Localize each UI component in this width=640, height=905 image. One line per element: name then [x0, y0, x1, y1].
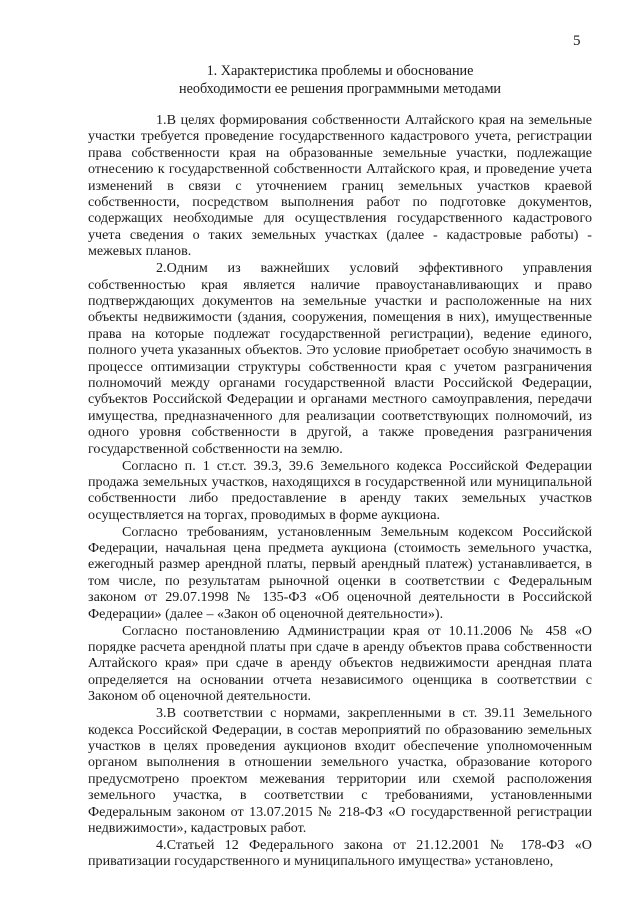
paragraph-number: 4. [156, 836, 167, 853]
paragraph-6 [88, 705, 592, 836]
paragraph-number: 2. [156, 260, 167, 277]
paragraph-text: Согласно постановлению Администрации края от 10.11.2006 № 458 «О порядке расчета арендной платы при сдаче в аренду объектов права собственности Алтайского края» при сдаче в аренду объектов недвижимости арендная плата определяется на основании отчета независимого оценщика в соответствии с Законом об оценочной деятельности. [88, 622, 592, 705]
paragraph-1 [88, 112, 592, 260]
paragraph-7 [88, 837, 592, 870]
paragraph-2 [88, 260, 592, 457]
paragraph-text: В соответствии с нормами, закрепленными в ст. 39.11 Земельного кодекса Российской Федерации, в состав мероприятий по образованию земельных участков в целях проведения аукционов входит обеспечение уполномоченным органом выполнения в отношении земельного участка, образование которого предусмотрено проектом межевания территории или схемой расположения земельного участка, в соответствии с требованиями, установленными Федеральным законом от 13.07.2015 № 218-ФЗ «О государственной регистрации недвижимости», кадастровых работ. [88, 705, 592, 836]
paragraph-text: Согласно требованиям, установленным Земельным кодексом Российской Федерации, начальная цена предмета аукциона (стоимость земельного участка, ежегодный размер арендной платы, первый арендный платеж) устанавливается, в том числе, по результатам рыночной оценки в соответствии с Федеральным законом от 29.07.1998 № 135-ФЗ «Об оценочной деятельности в Российской Федерации» (далее – «Закон об оценочной деятельности»). [88, 523, 592, 622]
paragraph-text: В целях формирования собственности Алтайского края на земельные участки требуется проведение государственного кадастрового учета, регистрации права собственности края на образованные земельные участки, подлежащие отнесению к государственной собственности Алтайского края, и проведение учета изменений в связи с уточнением границ земельных участков краевой собственности, посредством выполнения работ по подготовке документов, содержащих необходимые для осуществления государственного кадастрового учета сведения о таких земельных участках (далее - кадастровые работы) - межевых планов. [88, 112, 592, 260]
paragraph-5 [88, 623, 592, 705]
paragraph-number: 1. [156, 112, 167, 128]
paragraph-text: Согласно п. 1 ст.ст. 39.3, 39.6 Земельного кодекса Российской Федерации продажа земельных участков, находящихся в государственной или муниципальной собственности либо предоставление в аренду таких земельных участков осуществляется на торгах, проводимых в форме аукциона. [88, 457, 592, 523]
section-heading [88, 62, 592, 98]
paragraph-text: Статьей 12 Федерального закона от 21.12.2001 № 178-ФЗ «О приватизации государственного и муниципального имущества» установлено, [88, 836, 592, 870]
document-body [88, 112, 592, 870]
paragraph-3 [88, 458, 592, 524]
paragraph-number: 3. [156, 705, 167, 722]
paragraph-4 [88, 524, 592, 622]
page-number: 5 [573, 33, 581, 49]
heading-line-2: необходимости ее решения программными методами [178, 81, 502, 97]
paragraph-text: Одним из важнейших условий эффективного управления собственностью края является наличие правоустанавливающих и право подтверждающих документов на земельные участки и расположенные на них объекты недвижимости (здания, сооружения, помещения в них), имущественные права на которые подлежат государственной регистрации), ведение единого, полного учета указанных объектов. Это условие приобретает особую значимость в процессе оптимизации структуры собственности края с учетом разграничения полномочий между органами государственной власти Российской Федерации, субъектов Российской Федерации и органами местного самоуправления, передачи имущества, предназначенного для реализации соответствующих полномочий, из одного уровня собственности в другой, а также проведения разграничения государственной собственности на землю. [88, 260, 592, 457]
heading-line-1: 1. Характеристика проблемы и обоснование [206, 63, 474, 79]
